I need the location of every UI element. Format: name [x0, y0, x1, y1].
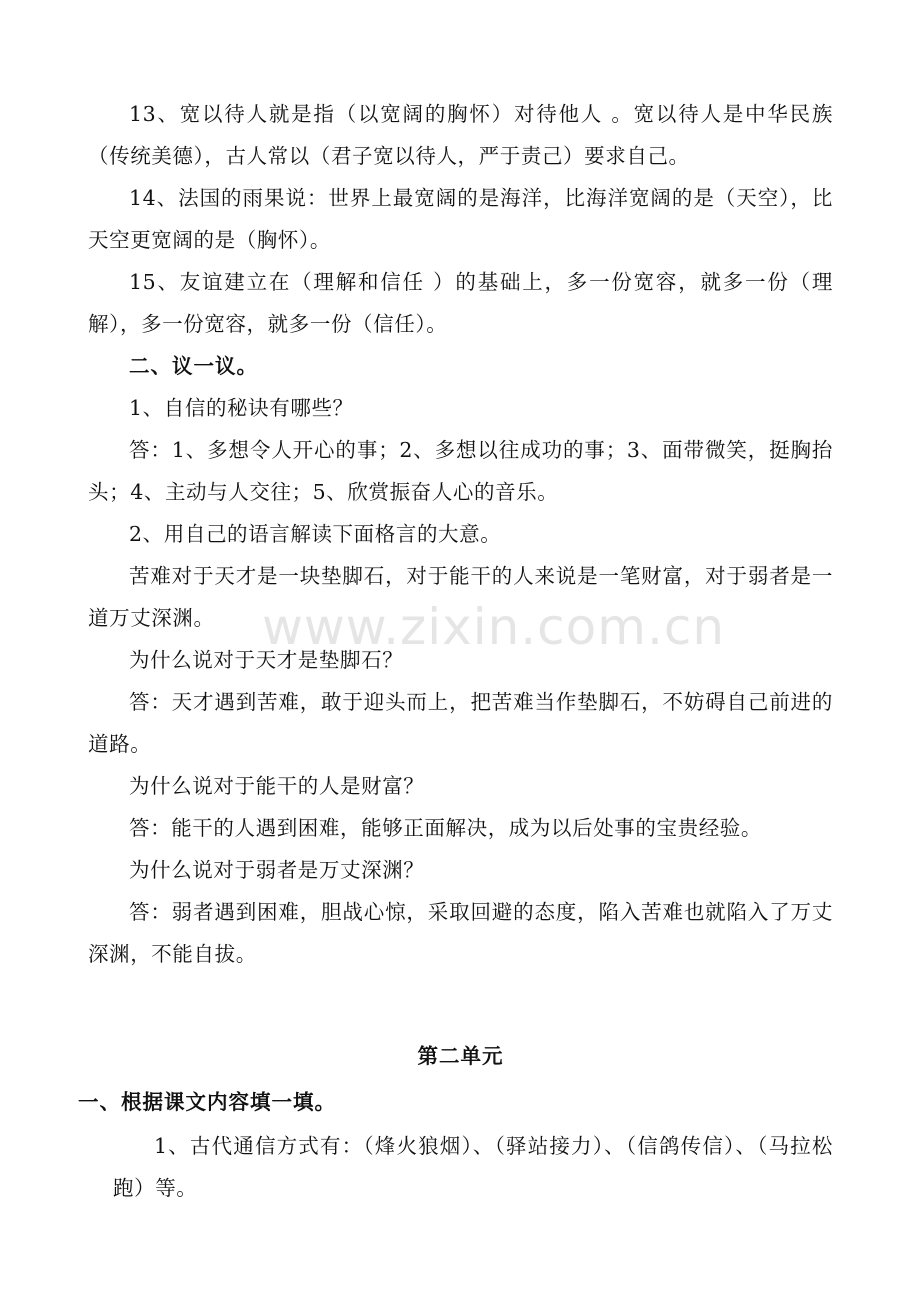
watermark: www.zixin.com.cn — [262, 598, 726, 656]
sub-question-capable: 为什么说对于能干的人是财富？ — [129, 774, 425, 798]
item-14: 14、法国的雨果说：世界上最宽阔的是海洋，比海洋宽阔的是（天空），比天空更宽阔的是（胸怀）。 — [88, 186, 833, 252]
sub-question-weak: 为什么说对于弱者是万丈深渊？ — [129, 858, 425, 882]
question-2: 2、用自己的语言解读下面格言的大意。 — [129, 522, 502, 546]
section-heading-discuss: 二、议一议。 — [129, 354, 258, 378]
item-15: 15、友谊建立在（理解和信任 ）的基础上，多一份宽容，就多一份（理解），多一份宽容，就多一份（信任）。 — [88, 270, 833, 336]
answer-1: 答：1、多想令人开心的事；2、多想以往成功的事；3、面带微笑，挺胸抬头；4、主动与人交往；5、欣赏振奋人心的音乐。 — [88, 438, 833, 504]
item-13: 13、宽以待人就是指（以宽阔的胸怀）对待他人 。宽以待人是中华民族（传统美德），古人常以（君子宽以待人，严于责己）要求自己。 — [88, 102, 833, 168]
sub-answer-capable: 答：能干的人遇到困难，能够正面解决，成为以后处事的宝贵经验。 — [129, 816, 762, 840]
sub-answer-genius: 答：天才遇到苦难，敢于迎头而上，把苦难当作垫脚石，不妨碍自己前进的道路。 — [88, 690, 833, 756]
maxim-quote: 苦难对于天才是一块垫脚石，对于能干的人来说是一笔财富，对于弱者是一道万丈深渊。 — [88, 564, 833, 630]
question-1: 1、自信的秘诀有哪些？ — [129, 396, 354, 420]
document-page — [78, 93, 833, 1209]
unit2-item-1: 1、古代通信方式有：（烽火狼烟）、（驿站接力）、（信鸽传信）、（马拉松跑）等。 — [113, 1134, 833, 1200]
sub-question-genius: 为什么说对于天才是垫脚石？ — [129, 648, 404, 672]
section-heading-fill: 一、根据课文内容填一填。 — [78, 1090, 336, 1114]
sub-answer-weak: 答：弱者遇到困难，胆战心惊，采取回避的态度，陷入苦难也就陷入了万丈深渊，不能自拔。 — [88, 900, 833, 966]
unit-title: 第二单元 — [417, 1044, 504, 1068]
